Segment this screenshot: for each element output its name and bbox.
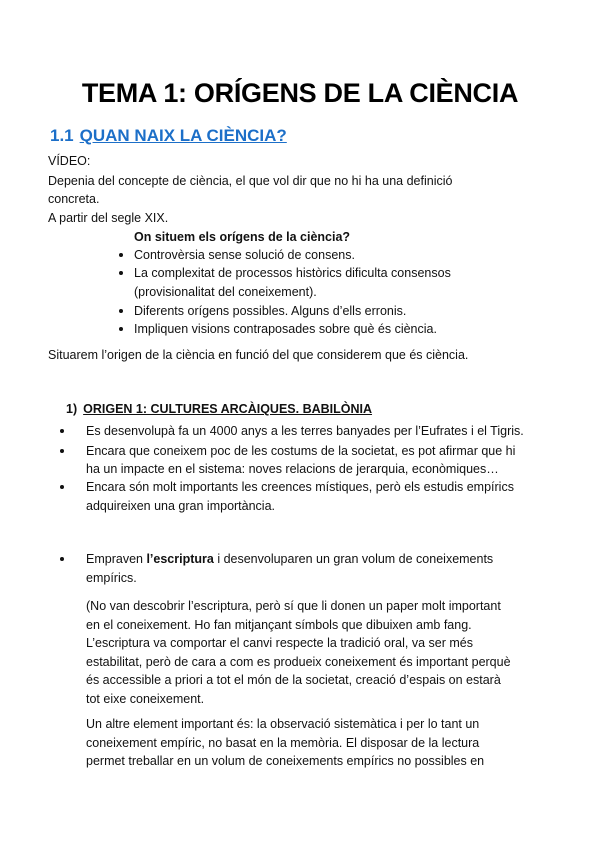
section-heading — [50, 126, 287, 146]
bullet-dot-icon — [119, 271, 123, 275]
list-item: Controvèrsia sense solució de consens. — [134, 248, 355, 262]
bullet-dot-icon — [119, 253, 123, 257]
intro-line: A partir del segle XIX. — [48, 211, 169, 225]
bullet-dot-icon — [119, 327, 123, 331]
writing-prefix: Empraven — [86, 552, 147, 566]
paragraph-line: Un altre element important és: la observació sistemàtica i per lo tant un — [86, 717, 480, 731]
list-item: Encara són molt importants les creences místiques, però els estudis empírics — [86, 480, 514, 494]
subsection-title: ORIGEN 1: CULTURES ARCÀIQUES. BABILÒNIA — [83, 402, 373, 416]
writing-keyword: l’escriptura — [146, 552, 214, 566]
list-item-continuation: ha un impacte en el sistema: noves relacions de jerarquia, econòmiques… — [86, 462, 499, 476]
list-item: Diferents orígens possibles. Alguns d’ells erronis. — [134, 304, 407, 318]
paragraph-line: coneixement empíric, no basat en la memòria. El disposar de la lectura — [86, 736, 480, 750]
bullet-dot-icon — [60, 557, 64, 561]
subsection-heading — [66, 402, 372, 416]
paragraph-line: estabilitat, però de cara a com es produeix coneixement és important perquè — [86, 655, 511, 669]
list-item-continuation: empírics. — [86, 571, 137, 585]
page-title: TEMA 1: ORÍGENS DE LA CIÈNCIA — [81, 78, 519, 108]
summary-text: Situarem l’origen de la ciència en funció del que considerem que és ciència. — [48, 348, 469, 362]
list-item: Es desenvolupà fa un 4000 anys a les terres banyades per l’Eufrates i el Tigris. — [86, 424, 524, 438]
list-item: La complexitat de processos històrics dificulta consensos — [134, 266, 451, 280]
section-heading-link[interactable]: QUAN NAIX LA CIÈNCIA? — [79, 126, 287, 145]
section-number: 1.1 — [50, 126, 74, 145]
paragraph-line: tot eixe coneixement. — [86, 692, 205, 706]
paragraph-line: en el coneixement. Ho fan mitjançant símbols que dibuixen amb fang. — [86, 618, 472, 632]
writing-suffix: i desenvoluparen un gran volum de coneixements — [213, 552, 494, 566]
list-item: Impliquen visions contraposades sobre què és ciència. — [134, 322, 437, 336]
list-item-continuation: (provisionalitat del coneixement). — [134, 285, 317, 299]
list-item — [86, 550, 493, 568]
intro-line: concreta. — [48, 192, 100, 206]
intro-line: Depenia del concepte de ciència, el que vol dir que no hi ha una definició — [48, 174, 453, 188]
paragraph-line: permet treballar en un volum de coneixements empírics no possibles en — [86, 754, 485, 768]
list-item: Encara que coneixem poc de les costums de la societat, es pot afirmar que hi — [86, 444, 516, 458]
bullet-dot-icon — [60, 429, 64, 433]
bullet-dot-icon — [119, 309, 123, 313]
question-heading: On situem els orígens de la ciència? — [134, 230, 351, 244]
subsection-number: 1) — [66, 402, 78, 416]
paragraph-line: L’escriptura va comportar el canvi respecte la tradició oral, va ser més — [86, 636, 473, 650]
bullet-dot-icon — [60, 449, 64, 453]
bullet-dot-icon — [60, 485, 64, 489]
paragraph-line: és accessible a priori a tot el món de la societat, creació d’espais on estarà — [86, 673, 501, 687]
paragraph-line: (No van descobrir l’escriptura, però sí que li donen un paper molt important — [86, 599, 501, 613]
intro-line: VÍDEO: — [48, 154, 91, 168]
list-item-continuation: adquireixen una gran importància. — [86, 499, 276, 513]
